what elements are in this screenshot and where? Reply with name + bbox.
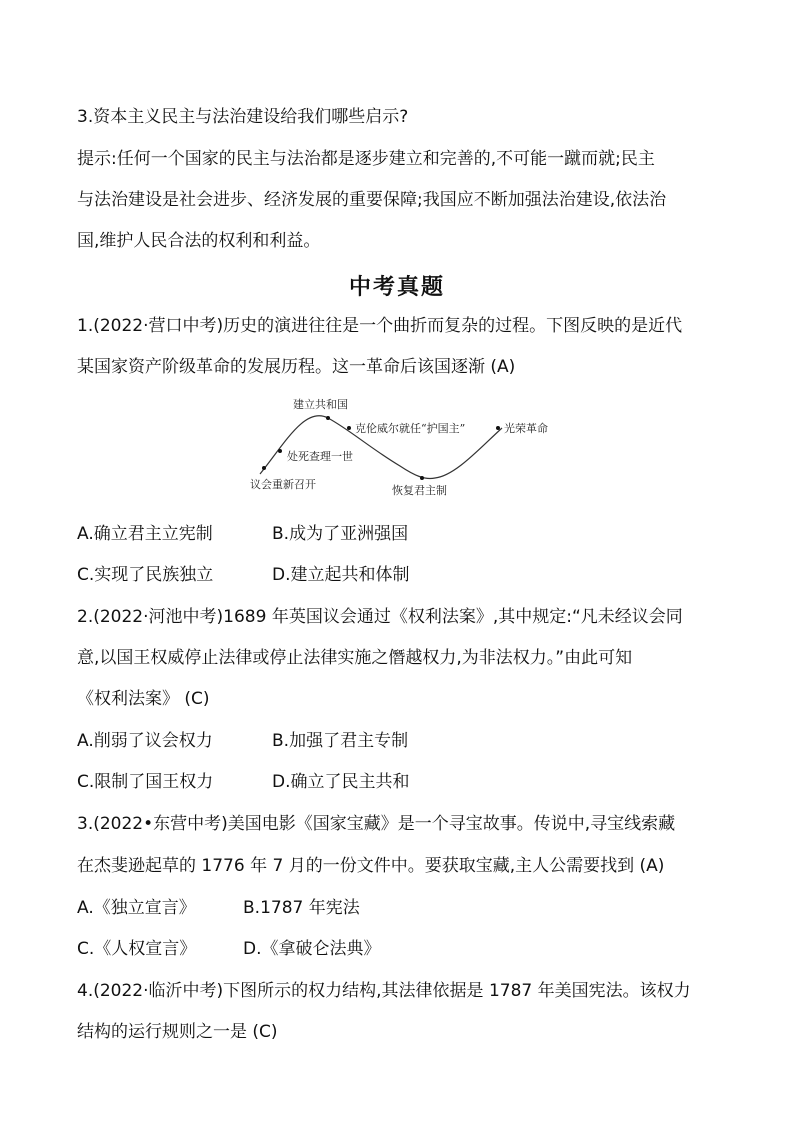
hint-line-3: 国,维护人民合法的权利和利益。 — [77, 231, 321, 251]
point-parliament — [262, 466, 266, 470]
hint-line-2: 与法治建设是社会进步、经济发展的重要保障;我国应不断加强法治建设,依法治 — [77, 190, 667, 210]
review-question-title: 3.资本主义民主与法治建设给我们哪些启示? — [77, 107, 409, 127]
point-republic — [326, 416, 330, 420]
q2-line-3: 《权利法案》 (C) — [77, 689, 210, 709]
revolution-timeline-diagram — [240, 388, 570, 504]
point-glorious — [496, 426, 500, 430]
q1-line-2: 某国家资产阶级革命的发展历程。这一革命后该国逐渐 (A) — [77, 357, 516, 377]
q3-option-a[interactable]: A.《独立宣言》 — [77, 898, 196, 918]
point-execution — [278, 449, 282, 453]
q4-line-1: 4.(2022·临沂中考)下图所示的权力结构,其法律依据是 1787 年美国宪法。该权力 — [77, 981, 691, 1001]
q3-option-d[interactable]: D.《拿破仑法典》 — [243, 939, 381, 959]
q3-line-2: 在杰斐逊起草的 1776 年 7 月的一份文件中。要获取宝藏,主人公需要找到 (A) — [77, 856, 665, 876]
hint-line-1: 提示:任何一个国家的民主与法治都是逐步建立和完善的,不可能一蹴而就;民主 — [77, 149, 655, 169]
q3-option-b[interactable]: B.1787 年宪法 — [243, 898, 360, 918]
section-title: 中考真题 — [348, 275, 445, 300]
q2-line-1: 2.(2022·河池中考)1689 年英国议会通过《权利法案》,其中规定:“凡未经议会同 — [77, 607, 683, 627]
q2-option-a[interactable]: A.削弱了议会权力 — [77, 731, 213, 751]
q1-option-c[interactable]: C.实现了民族独立 — [77, 565, 214, 585]
q1-option-b[interactable]: B.成为了亚洲强国 — [272, 524, 409, 544]
label-republic: 建立共和国 — [293, 398, 348, 411]
q1-option-d[interactable]: D.建立起共和体制 — [272, 565, 410, 585]
q2-line-2: 意,以国王权威停止法律或停止法律实施之僭越权力,为非法权力。”由此可知 — [77, 648, 633, 668]
label-parliament: 议会重新召开 — [250, 478, 316, 491]
q3-option-c[interactable]: C.《人权宣言》 — [77, 939, 197, 959]
label-glorious: 光荣革命 — [504, 422, 548, 435]
point-restoration — [420, 476, 424, 480]
q3-line-1: 3.(2022•东营中考)美国电影《国家宝藏》是一个寻宝故事。传说中,寻宝线索藏 — [77, 814, 676, 834]
label-cromwell: 克伦威尔就任“护国主” — [355, 422, 466, 435]
point-cromwell — [347, 426, 351, 430]
q1-option-a[interactable]: A.确立君主立宪制 — [77, 524, 213, 544]
q4-line-2: 结构的运行规则之一是 (C) — [77, 1022, 278, 1042]
q2-option-b[interactable]: B.加强了君主专制 — [272, 731, 409, 751]
label-restoration: 恢复君主制 — [392, 484, 447, 497]
q1-line-1: 1.(2022·营口中考)历史的演进往往是一个曲折而复杂的过程。下图反映的是近代 — [77, 316, 683, 336]
q2-option-c[interactable]: C.限制了国王权力 — [77, 772, 214, 792]
q2-option-d[interactable]: D.确立了民主共和 — [272, 772, 410, 792]
label-execution: 处死查理一世 — [287, 450, 353, 463]
